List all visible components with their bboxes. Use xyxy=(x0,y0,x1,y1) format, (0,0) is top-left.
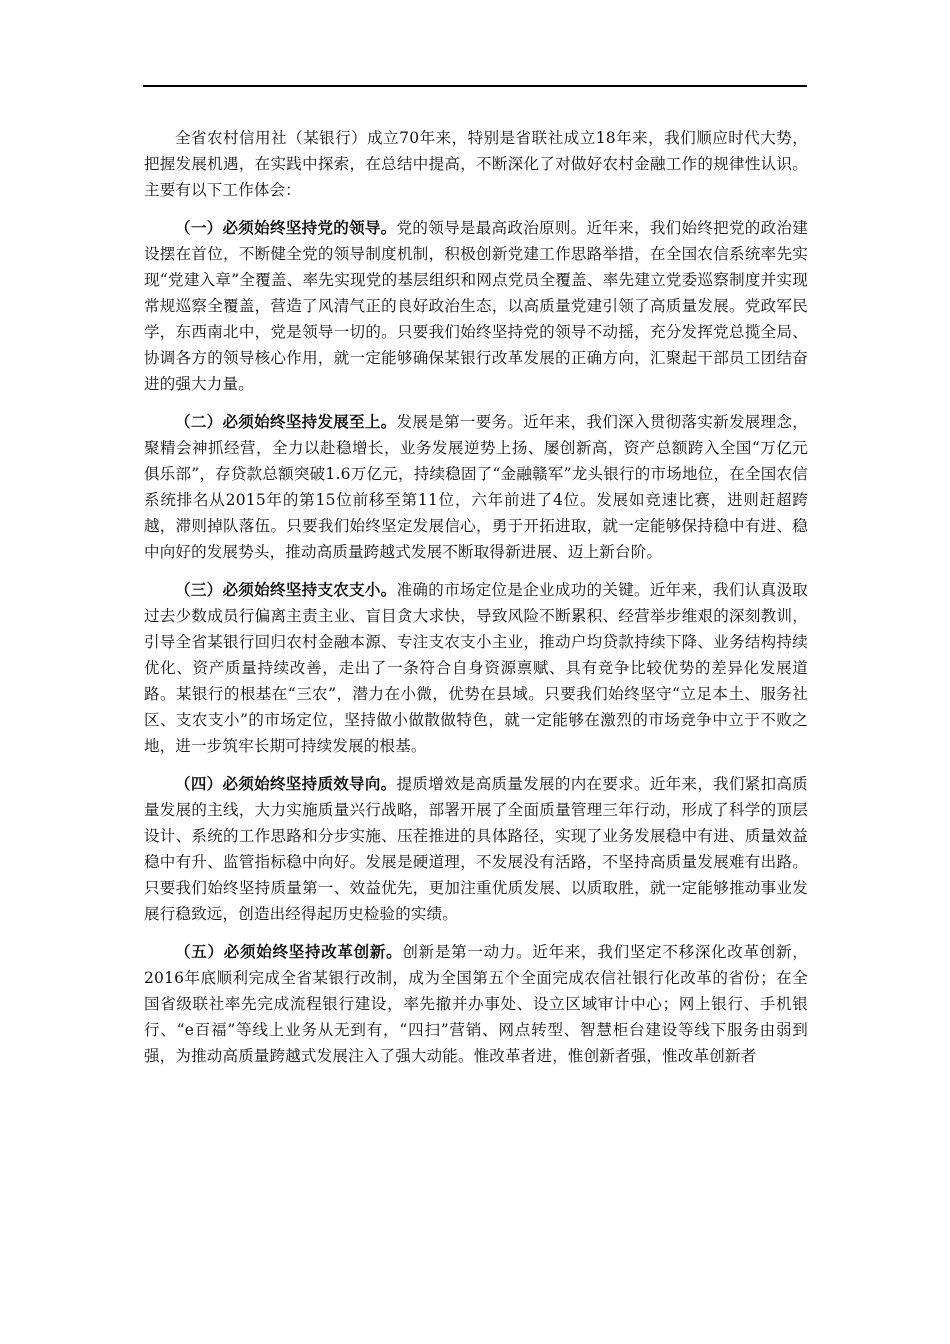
section-1-text: 党的领导是最高政治原则。近年来，我们始终把党的政治建设摆在首位，不断健全党的领导制度机制，积极创新党建工作思路举措，在全国农信系统率先实现“党建入章”全覆盖、率先实现党的基层组织和网点党员全覆盖、率先建立党委巡察制度并实现常规巡察全覆盖，营造了风清气正的良好政治生态，以高质量党建引领了高质量发展。党政军民学，东西南北中，党是领导一切的。只要我们始终坚持党的领导不动摇，充分发挥党总揽全局、协调各方的领导核心作用，就一定能够确保某银行改革发展的正确方向，汇聚起干部员工团结奋进的强大力量。 xyxy=(144,219,808,393)
header-rule xyxy=(143,85,807,87)
section-1-paragraph xyxy=(144,215,808,397)
section-4-paragraph xyxy=(144,771,808,927)
section-4-heading: （四）必须始终坚持质效导向。 xyxy=(175,774,397,793)
section-2-heading: （二）必须始终坚持发展至上。 xyxy=(175,412,397,431)
section-2-text: 发展是第一要务。近年来，我们深入贯彻落实新发展理念，聚精会神抓经营，全力以赴稳增长，业务发展逆势上扬、屡创新高，资产总额跨入全国“万亿元俱乐部”，存贷款总额突破1.6万亿元，持续稳固了“金融赣军”龙头银行的市场地位，在全国农信系统排名从2015年的第15位前移至第11位，六年前进了4位。发展如竞速比赛，进则赶超跨越，滞则掉队落伍。只要我们始终坚定发展信心，勇于开拓进取，就一定能够保持稳中有进、稳中向好的发展势头，推动高质量跨越式发展不断取得新进展、迈上新台阶。 xyxy=(144,413,808,561)
intro-paragraph: 全省农村信用社（某银行）成立70年来，特别是省联社成立18年来，我们顺应时代大势，把握发展机遇，在实践中探索，在总结中提高，不断深化了对做好农村金融工作的规律性认识。主要有以下工作体会： xyxy=(144,129,808,199)
section-1-heading: （一）必须始终坚持党的领导。 xyxy=(175,218,397,237)
section-3-paragraph xyxy=(144,577,808,759)
section-5-heading: （五）必须始终坚持改革创新。 xyxy=(175,942,403,961)
section-2-paragraph xyxy=(144,409,808,565)
section-5-text: 创新是第一动力。近年来，我们坚定不移深化改革创新，2016年底顺利完成全省某银行改制，成为全国第五个全面完成农信社银行化改革的省份；在全国省级联社率先完成流程银行建设，率先撤并办事处、设立区域审计中心；网上银行、手机银行、“e百福”等线上业务从无到有，“四扫”营销、网点转型、智慧柜台建设等线下服务由弱到强，为推动高质量跨越式发展注入了强大动能。惟改革者进，惟创新者强，惟改革创新者 xyxy=(144,943,808,1065)
section-3-heading: （三）必须始终坚持支农支小。 xyxy=(175,580,397,599)
section-3-text: 准确的市场定位是企业成功的关键。近年来，我们认真汲取过去少数成员行偏离主责主业、盲目贪大求快，导致风险不断累积、经营举步维艰的深刻教训，引导全省某银行回归农村金融本源、专注支农支小主业，推动户均贷款持续下降、业务结构持续优化、资产质量持续改善，走出了一条符合自身资源禀赋、具有竞争比较优势的差异化发展道路。某银行的根基在“三农”，潜力在小微，优势在县域。只要我们始终坚守“立足本土、服务社区、支农支小”的市场定位，坚持做小做散做特色，就一定能够在激烈的市场竞争中立于不败之地，进一步筑牢长期可持续发展的根基。 xyxy=(144,581,808,755)
section-4-text: 提质增效是高质量发展的内在要求。近年来，我们紧扣高质量发展的主线，大力实施质量兴行战略，部署开展了全面质量管理三年行动，形成了科学的顶层设计、系统的工作思路和分步实施、压茬推进的具体路径，实现了业务发展稳中有进、质量效益稳中有升、监管指标稳中向好。发展是硬道理，不发展没有活路，不坚持高质量发展难有出路。只要我们始终坚持质量第一、效益优先，更加注重优质发展、以质取胜，就一定能够推动事业发展行稳致远，创造出经得起历史检验的实绩。 xyxy=(144,775,808,923)
document-body xyxy=(144,125,808,1081)
section-5-paragraph xyxy=(144,939,808,1069)
